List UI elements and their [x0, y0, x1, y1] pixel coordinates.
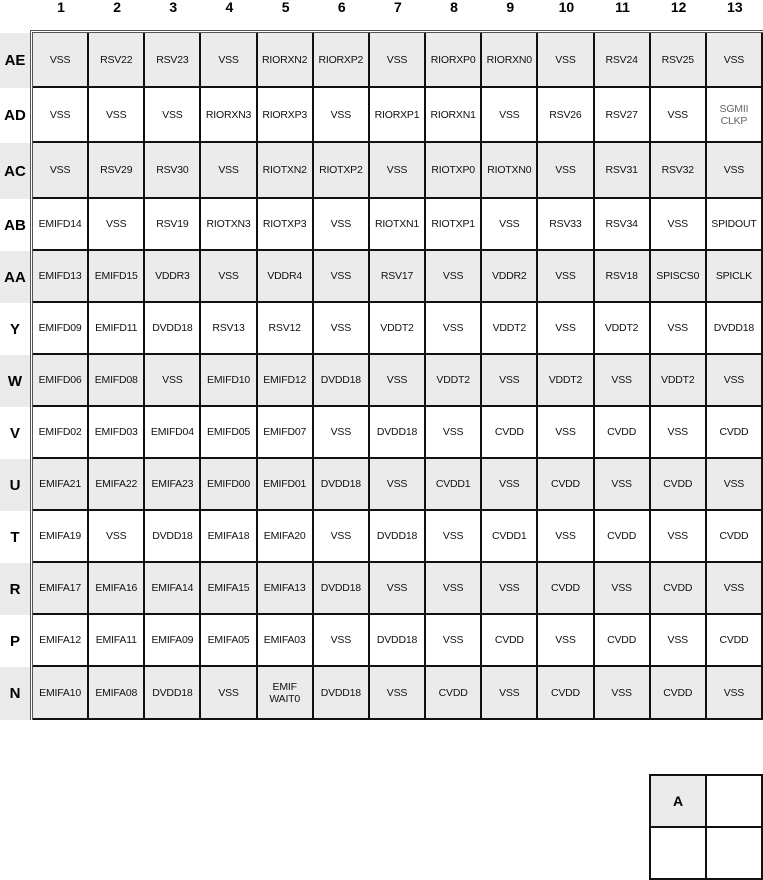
pin-cell: VSS — [89, 511, 145, 563]
pin-cell: VSS — [538, 251, 594, 303]
pin-cell: VSS — [426, 563, 482, 615]
pin-cell: VSS — [707, 667, 763, 720]
pin-cell: DVDD18 — [314, 563, 370, 615]
row-label: V — [9, 424, 20, 442]
pin-cell: VSS — [651, 199, 707, 251]
pin-cell: EMIFA16 — [89, 563, 145, 615]
pin-cell: RSV34 — [595, 199, 651, 251]
pin-cell: VSS — [538, 303, 594, 355]
column-label: 3 — [169, 0, 178, 15]
pin-cell: CVDD — [707, 407, 763, 459]
pin-cell: CVDD — [651, 563, 707, 615]
pin-cell: DVDD18 — [370, 407, 426, 459]
pin-cell: EMIFD02 — [33, 407, 89, 459]
row-label: N — [0, 667, 30, 720]
pin-cell: VSS — [426, 303, 482, 355]
pin-cell: DVDD18 — [370, 511, 426, 563]
legend-cell: A — [651, 776, 707, 828]
pin-cell: RIORXP2 — [314, 33, 370, 88]
pin-cell: VSS — [33, 88, 89, 143]
pin-cell: RIORXN0 — [482, 33, 538, 88]
pin-cell: CVDD1 — [426, 459, 482, 511]
pin-cell: VSS — [89, 199, 145, 251]
pin-cell: VDDT2 — [595, 303, 651, 355]
pin-cell: EMIFD06 — [33, 355, 89, 407]
pin-cell: EMIFD04 — [145, 407, 201, 459]
pin-cell: VSS — [426, 407, 482, 459]
pin-cell: RSV17 — [370, 251, 426, 303]
pin-cell: RSV25 — [651, 33, 707, 88]
column-label: 4 — [225, 0, 234, 15]
legend-cell — [707, 776, 763, 828]
pin-cell: EMIFD00 — [201, 459, 257, 511]
pin-cell: VSS — [370, 563, 426, 615]
pin-cell: VDDT2 — [651, 355, 707, 407]
pin-cell: EMIFA10 — [33, 667, 89, 720]
pin-cell: RSV32 — [651, 143, 707, 199]
pin-cell: SGMII CLKP — [707, 88, 763, 143]
pin-cell: DVDD18 — [145, 303, 201, 355]
pin-cell: VSS — [201, 667, 257, 720]
pin-cell: VSS — [538, 33, 594, 88]
pin-cell: VDDT2 — [426, 355, 482, 407]
pin-cell: CVDD — [538, 563, 594, 615]
pin-cell: RSV26 — [538, 88, 594, 143]
pin-cell: EMIFA21 — [33, 459, 89, 511]
pin-cell: VSS — [707, 563, 763, 615]
row-label: W — [0, 355, 30, 407]
row-label: AD — [4, 107, 26, 124]
column-label: 6 — [337, 0, 346, 15]
pin-cell: VSS — [651, 615, 707, 667]
pin-cell: VSS — [33, 143, 89, 199]
pin-cell: VSS — [33, 33, 89, 88]
pin-cell: RIOTXP1 — [426, 199, 482, 251]
pin-cell: RIOTXP0 — [426, 143, 482, 199]
row-label: Y — [9, 320, 20, 338]
column-label: 5 — [281, 0, 290, 15]
pin-cell: VSS — [651, 407, 707, 459]
pin-cell: VSS — [595, 355, 651, 407]
pin-cell: VSS — [314, 615, 370, 667]
pin-cell: VDDT2 — [538, 355, 594, 407]
pin-cell: VSS — [482, 199, 538, 251]
pin-cell: RSV29 — [89, 143, 145, 199]
pin-cell: VSS — [595, 563, 651, 615]
pin-cell: RIORXN3 — [201, 88, 257, 143]
pin-cell: RSV22 — [89, 33, 145, 88]
row-label: AE — [0, 33, 30, 88]
pin-cell: VSS — [370, 667, 426, 720]
pin-cell: VSS — [145, 355, 201, 407]
pin-cell: RIOTXN1 — [370, 199, 426, 251]
pin-cell: EMIFD11 — [89, 303, 145, 355]
row-label: AA — [0, 251, 30, 303]
pin-cell: EMIFA17 — [33, 563, 89, 615]
pin-cell: RSV33 — [538, 199, 594, 251]
pin-grid — [30, 30, 763, 720]
pin-cell: EMIFD12 — [258, 355, 314, 407]
pin-cell: SPISCS0 — [651, 251, 707, 303]
pin-cell: EMIFD01 — [258, 459, 314, 511]
pin-cell: CVDD — [595, 407, 651, 459]
pin-cell: CVDD — [651, 459, 707, 511]
pin-cell: VDDR4 — [258, 251, 314, 303]
pin-cell: RSV27 — [595, 88, 651, 143]
pin-cell: DVDD18 — [370, 615, 426, 667]
pin-cell: VSS — [651, 303, 707, 355]
pin-cell: VSS — [370, 459, 426, 511]
pin-cell: VSS — [145, 88, 201, 143]
pin-cell: VSS — [370, 143, 426, 199]
row-label: T — [10, 528, 20, 546]
pin-cell: VSS — [707, 459, 763, 511]
pin-cell: CVDD — [707, 615, 763, 667]
pin-cell: EMIFD08 — [89, 355, 145, 407]
legend-cell — [707, 828, 763, 880]
pin-cell: EMIFD13 — [33, 251, 89, 303]
pin-cell: EMIFA20 — [258, 511, 314, 563]
pin-cell: RIORXN2 — [258, 33, 314, 88]
pin-cell: RIORXP1 — [370, 88, 426, 143]
pin-cell: EMIFA09 — [145, 615, 201, 667]
pin-cell: EMIFD14 — [33, 199, 89, 251]
pin-cell: VSS — [314, 303, 370, 355]
row-label: AB — [4, 216, 26, 234]
row-label: P — [9, 632, 20, 650]
pin-cell: EMIFD05 — [201, 407, 257, 459]
pin-cell: EMIFD15 — [89, 251, 145, 303]
pin-cell: VSS — [314, 511, 370, 563]
pin-cell: VSS — [482, 459, 538, 511]
column-label: 13 — [727, 0, 743, 15]
pin-cell: VSS — [201, 251, 257, 303]
pin-cell: RIOTXP3 — [258, 199, 314, 251]
pin-cell: RIOTXN0 — [482, 143, 538, 199]
pin-cell: RSV12 — [258, 303, 314, 355]
pin-cell: CVDD — [707, 511, 763, 563]
column-label: 11 — [615, 0, 630, 15]
pin-cell: VSS — [707, 355, 763, 407]
pin-cell: VSS — [426, 511, 482, 563]
pin-cell: EMIFA13 — [258, 563, 314, 615]
pin-cell: VSS — [426, 251, 482, 303]
pin-cell: VSS — [595, 667, 651, 720]
pin-cell: EMIFA15 — [201, 563, 257, 615]
pin-cell: VDDR3 — [145, 251, 201, 303]
pin-cell: VSS — [314, 88, 370, 143]
pin-cell: VSS — [314, 199, 370, 251]
pin-cell: VSS — [314, 251, 370, 303]
quadrant-legend — [649, 774, 763, 880]
pin-cell: VSS — [707, 143, 763, 199]
row-label: U — [0, 459, 30, 511]
pin-cell: DVDD18 — [314, 355, 370, 407]
pin-cell: DVDD18 — [707, 303, 763, 355]
pin-cell: EMIFA11 — [89, 615, 145, 667]
pin-cell: RSV31 — [595, 143, 651, 199]
pin-cell: VSS — [538, 143, 594, 199]
pin-cell: RSV19 — [145, 199, 201, 251]
pin-cell: EMIFA19 — [33, 511, 89, 563]
pin-cell: VSS — [651, 88, 707, 143]
pin-cell: CVDD — [426, 667, 482, 720]
pin-cell: CVDD — [482, 407, 538, 459]
pin-cell: RSV23 — [145, 33, 201, 88]
pin-cell: RIORXP3 — [258, 88, 314, 143]
pin-cell: VSS — [595, 459, 651, 511]
column-label: 7 — [394, 0, 402, 15]
pin-cell: RIORXN1 — [426, 88, 482, 143]
pin-cell: VSS — [370, 355, 426, 407]
pin-cell: RIORXP0 — [426, 33, 482, 88]
pin-cell: EMIFD07 — [258, 407, 314, 459]
pin-cell: VSS — [482, 88, 538, 143]
pin-cell: CVDD — [538, 459, 594, 511]
pin-cell: VDDR2 — [482, 251, 538, 303]
pin-cell: EMIFA22 — [89, 459, 145, 511]
pin-cell: CVDD1 — [482, 511, 538, 563]
pin-cell: VSS — [89, 88, 145, 143]
pin-cell: EMIF WAIT0 — [258, 667, 314, 720]
pin-cell: CVDD — [595, 615, 651, 667]
pin-cell: VSS — [538, 511, 594, 563]
pin-cell: EMIFA14 — [145, 563, 201, 615]
pin-cell: VSS — [651, 511, 707, 563]
pin-cell: RSV30 — [145, 143, 201, 199]
pin-cell: EMIFA18 — [201, 511, 257, 563]
pin-cell: VSS — [538, 407, 594, 459]
row-label: AC — [0, 143, 30, 199]
pin-cell: RSV24 — [595, 33, 651, 88]
pin-cell: VSS — [370, 33, 426, 88]
pin-cell: RIOTXN2 — [258, 143, 314, 199]
pin-cell: CVDD — [651, 667, 707, 720]
pin-cell: DVDD18 — [314, 459, 370, 511]
pin-cell: VDDT2 — [482, 303, 538, 355]
pin-cell: EMIFD09 — [33, 303, 89, 355]
pin-cell: SPIDOUT — [707, 199, 763, 251]
pin-cell: EMIFA12 — [33, 615, 89, 667]
column-label: 1 — [57, 0, 65, 15]
pin-cell: SPICLK — [707, 251, 763, 303]
pin-cell: VSS — [482, 667, 538, 720]
pin-cell: EMIFA23 — [145, 459, 201, 511]
pin-cell: VSS — [426, 615, 482, 667]
pin-cell: VSS — [314, 407, 370, 459]
pin-cell: CVDD — [538, 667, 594, 720]
pin-cell: CVDD — [482, 615, 538, 667]
pin-cell: VSS — [538, 615, 594, 667]
pin-cell: VSS — [201, 33, 257, 88]
pin-cell: VSS — [482, 355, 538, 407]
pin-cell: RSV18 — [595, 251, 651, 303]
pin-cell: RSV13 — [201, 303, 257, 355]
pin-cell: EMIFA03 — [258, 615, 314, 667]
pin-cell: DVDD18 — [314, 667, 370, 720]
pin-cell: EMIFD03 — [89, 407, 145, 459]
column-label: 12 — [670, 0, 687, 15]
pin-cell: VSS — [707, 33, 763, 88]
pin-cell: RIOTXP2 — [314, 143, 370, 199]
legend-cell — [651, 828, 707, 880]
column-label: 2 — [113, 0, 122, 15]
column-label: 8 — [450, 0, 458, 15]
row-label: R — [0, 563, 30, 615]
column-label: 9 — [506, 0, 515, 15]
pin-cell: EMIFA05 — [201, 615, 257, 667]
pin-cell: DVDD18 — [145, 511, 201, 563]
pin-cell: VSS — [482, 563, 538, 615]
pin-cell: EMIFD10 — [201, 355, 257, 407]
pin-cell: CVDD — [595, 511, 651, 563]
pin-cell: RIOTXN3 — [201, 199, 257, 251]
pin-cell: VDDT2 — [370, 303, 426, 355]
pin-cell: DVDD18 — [145, 667, 201, 720]
pin-cell: EMIFA08 — [89, 667, 145, 720]
column-label: 10 — [558, 0, 575, 15]
pin-cell: VSS — [201, 143, 257, 199]
